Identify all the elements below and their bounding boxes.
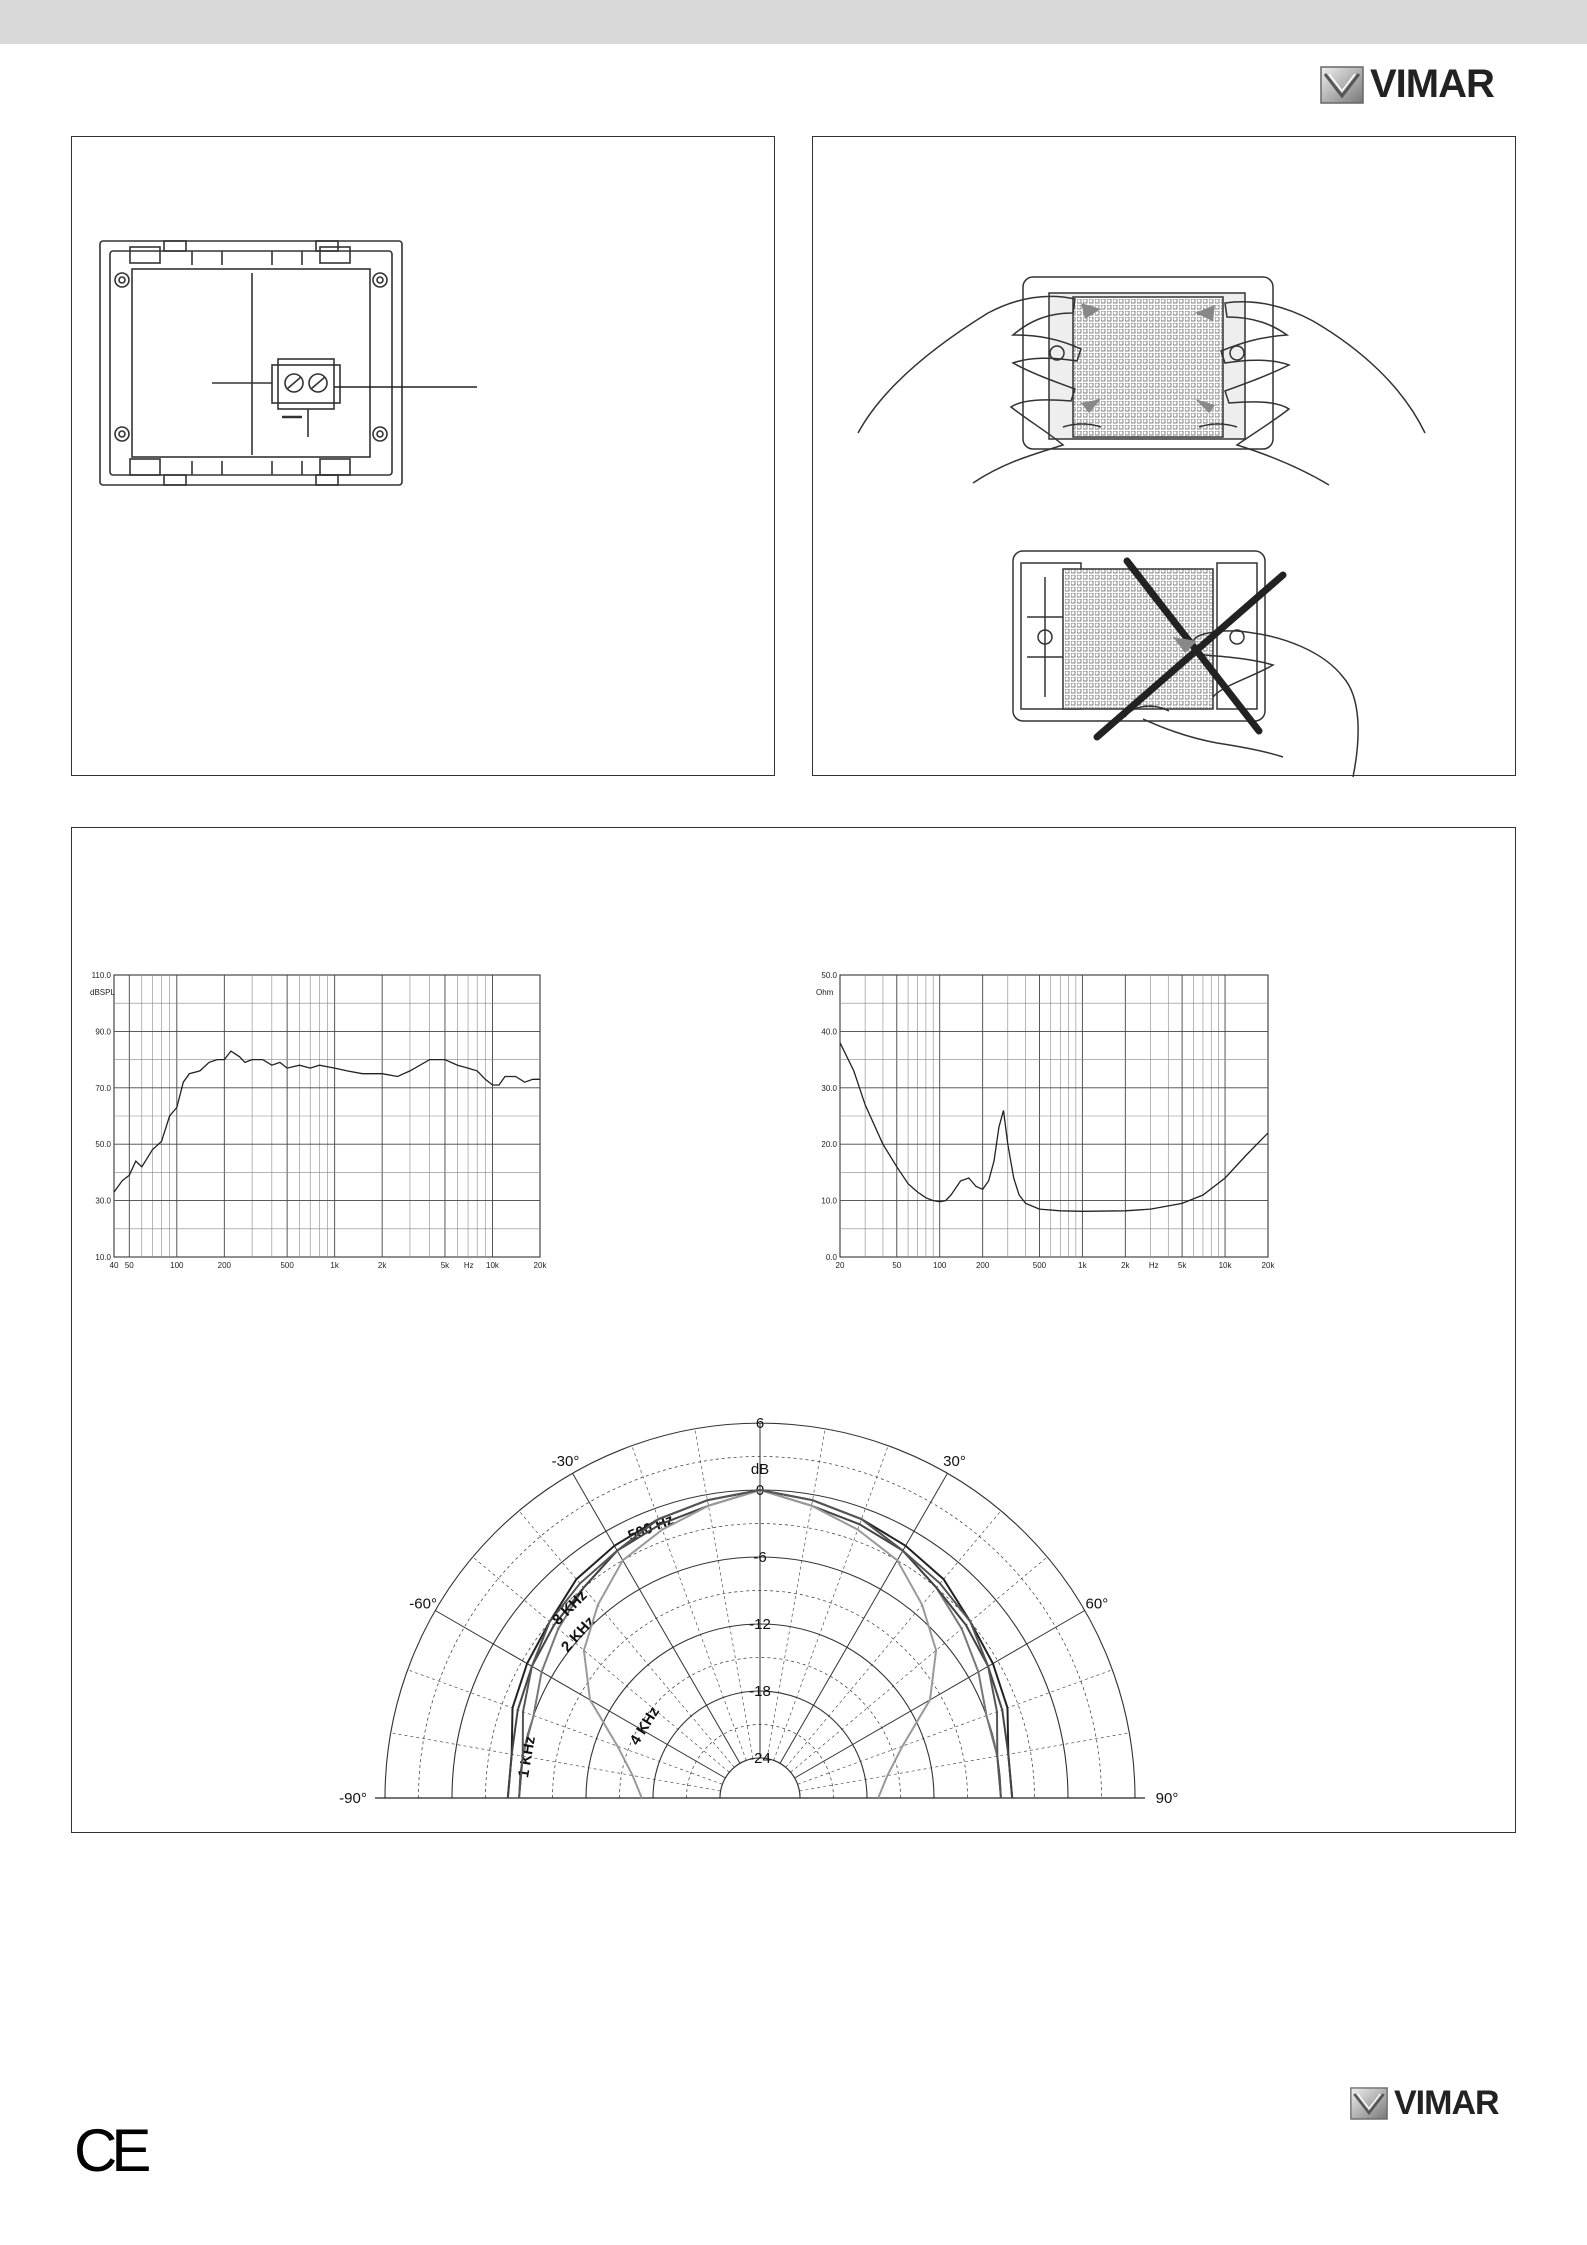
polar-radial-tick: 0: [755, 1482, 765, 1499]
polar-radial-tick: -24: [749, 1750, 771, 1767]
x-tick-label: 20: [835, 1261, 845, 1270]
header-band: [0, 0, 1587, 44]
x-tick-label: 10k: [1218, 1261, 1232, 1270]
polar-spoke: [798, 1670, 1113, 1785]
polar-angle-tick: -60°: [409, 1595, 437, 1613]
x-tick-label: 2k: [1121, 1261, 1130, 1270]
y-tick-label: 50.0: [821, 971, 837, 980]
footer-brand-logo: [1350, 2084, 1499, 2123]
x-tick-label: Hz: [1148, 1261, 1159, 1270]
x-tick-label: 200: [217, 1261, 232, 1270]
polar-spoke: [799, 1733, 1129, 1791]
polar-series-label: 4 KHz: [626, 1703, 664, 1749]
y-tick-label: 110.0: [91, 971, 111, 980]
frequency-response-chart: [78, 965, 548, 1275]
polar-angle-tick: -90°: [339, 1790, 367, 1807]
y-tick-label: 10.0: [95, 1253, 111, 1262]
y-tick-label: 40.0: [821, 1027, 837, 1037]
polar-angle-tick: -30°: [551, 1453, 580, 1471]
x-tick-label: 1k: [1078, 1261, 1087, 1270]
x-tick-label: 50: [124, 1261, 134, 1270]
polar-radial-tick: 6: [755, 1415, 765, 1432]
polar-angle-tick: 60°: [1085, 1595, 1109, 1613]
polar-series-label: 500 Hz: [625, 1511, 677, 1545]
y-tick-label: 10.0: [821, 1196, 837, 1206]
terminal-diagram: [72, 137, 774, 775]
vimar-logo-icon: [1350, 2087, 1388, 2120]
footer-brand-name: VIMAR: [1394, 2084, 1499, 2122]
x-tick-label: 100: [170, 1261, 184, 1270]
polar-series-label: 1 KHz: [515, 1734, 540, 1779]
y-axis-label: Ohm: [816, 988, 834, 997]
polar-angle-tick: 30°: [943, 1453, 966, 1471]
polar-spoke: [795, 1611, 1085, 1779]
impedance-chart: [816, 965, 1292, 1275]
x-tick-label: 5k: [1177, 1261, 1187, 1270]
x-tick-label: 500: [1032, 1261, 1047, 1270]
panel-terminal-diagram: [71, 136, 775, 776]
brand-logo: [1320, 62, 1494, 107]
y-tick-label: 30.0: [95, 1196, 111, 1206]
x-tick-label: 40: [109, 1261, 119, 1270]
polar-angle-tick: 90°: [1155, 1790, 1179, 1807]
polar-radial-tick: -12: [749, 1616, 771, 1633]
y-axis-label: dBSPL: [90, 988, 115, 997]
panel-installation-diagram: [812, 136, 1516, 776]
brand-name: VIMAR: [1370, 62, 1494, 106]
x-tick-label: 500: [280, 1261, 294, 1270]
x-tick-label: 5k: [440, 1261, 450, 1270]
y-tick-label: 50.0: [95, 1140, 111, 1150]
polar-series-label: 8 KHz: [549, 1587, 591, 1629]
x-tick-label: 100: [933, 1261, 947, 1270]
x-tick-label: Hz: [463, 1261, 474, 1270]
y-tick-label: 30.0: [821, 1083, 837, 1093]
ce-mark: CE: [74, 2117, 146, 2184]
polar-series-label: 2 KHz: [557, 1613, 599, 1656]
y-tick-label: 70.0: [95, 1083, 111, 1093]
x-tick-label: 2k: [377, 1261, 387, 1270]
y-tick-label: 20.0: [821, 1140, 837, 1150]
x-tick-label: 10k: [486, 1261, 499, 1270]
polar-radial-tick: -18: [749, 1683, 771, 1700]
vimar-logo-icon: [1320, 66, 1364, 104]
x-tick-label: 50: [892, 1261, 902, 1270]
installation-diagram: [813, 137, 1515, 775]
polar-unit-label: dB: [750, 1461, 770, 1478]
x-tick-label: 1k: [330, 1261, 339, 1270]
polar-radial-tick: -6: [753, 1549, 767, 1566]
x-tick-label: 20k: [1261, 1261, 1275, 1270]
polar-spoke: [780, 1473, 948, 1763]
x-tick-label: 20k: [533, 1261, 547, 1270]
y-tick-label: 0.0: [825, 1253, 837, 1262]
polar-directivity-chart: [339, 1390, 1179, 1810]
x-tick-label: 200: [975, 1261, 990, 1270]
y-tick-label: 90.0: [95, 1027, 111, 1037]
